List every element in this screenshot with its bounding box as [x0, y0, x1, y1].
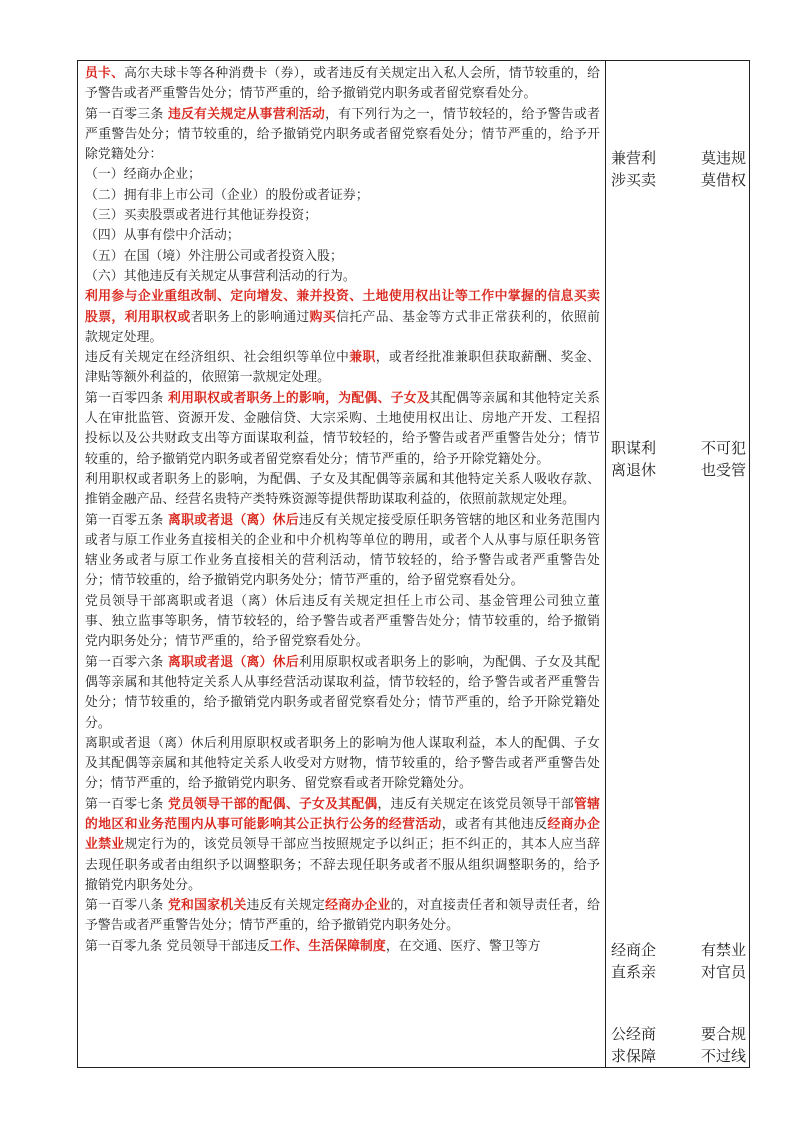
summary-phrase: 有禁业 [700, 941, 746, 959]
body-text: ，违反有关规定在该党员领导干部 [377, 796, 574, 812]
summary-phrase: 涉买卖 [611, 171, 657, 189]
body-text: ，有下列行为之一，情节较轻的，给予警告或者严重警告处分；情节较重的，给予撤销党内职务或者留党察看处分；情节严重的，给予开除党籍处分： [85, 106, 600, 163]
body-text: （四）从事有偿中介活动； [85, 228, 240, 244]
body-text: （六）其他违反有关规定从事营利活动的行为。 [85, 268, 356, 284]
summary-phrase: 直系亲 [611, 963, 657, 981]
regulation-paragraph [85, 226, 600, 246]
summary-phrase: 莫违规 [700, 149, 746, 167]
summary-line [607, 169, 749, 191]
regulation-paragraph [85, 734, 600, 795]
highlighted-text: 兼职 [349, 350, 376, 366]
highlighted-text: 党员领导干部的配偶、子女及其配偶 [167, 796, 378, 812]
summary-line [607, 147, 749, 169]
body-text: 违反有关规定接受原任职务管辖的地区和业务范围内或者与原工作业务直接相关的企业和中介机构等单位的聘用，或者个人从事与原任职务管辖业务或者与原工作业务直接相关的营利活动，情节较轻的，给予警告或者严重警告处分；情节较重的，给予撤销党内职务处分；情节严重的，给予留党察看处分。 [85, 512, 600, 589]
summary-line [607, 1045, 749, 1067]
regulation-paragraph [85, 165, 600, 185]
body-text: （二）拥有非上市公司（企业）的股份或者证券； [85, 187, 369, 203]
regulation-paragraph [85, 206, 600, 226]
highlighted-text: 离职或者退（离）休后 [167, 512, 299, 528]
body-text: 信托产品、基金等方式非正常获利的，依照前款规定处理。 [85, 309, 600, 345]
body-text: 其配偶等亲属和其他特定关系人在审批监管、资源开发、金融信贷、大宗采购、土地使用权出让、房地产开发、工程招投标以及公共财政支出等方面谋取利益，情节较轻的，给予警告或者严重警告处分；情节较重的，给予撤销党内职务或者留党察看处分；情节严重的，给予开除党籍处分。 [85, 390, 600, 467]
regulation-paragraph [85, 653, 600, 734]
summary-line [607, 437, 749, 459]
summary-phrase: 经商企 [611, 941, 657, 959]
body-text: （三）买卖股票或者进行其他证券投资； [85, 208, 318, 224]
body-text: 第一百零三条 [85, 106, 168, 122]
regulation-table [77, 60, 750, 1068]
regulation-paragraph [85, 267, 600, 287]
body-text: 离职或者退（离）休后利用原职权或者职务上的影响为他人谋取利益，本人的配偶、子女及其配偶等亲属和其他特定关系人收受对方财物，情节较重的，给予警告或者严重警告处分；情节严重的，给予撤销党内职务、留党察看或者开除党籍处分。 [85, 735, 600, 792]
body-text: 党员领导干部离职或者退（离）休后违反有关规定担任上市公司、基金管理公司独立董事、独立监事等职务，情节较轻的，给予警告或者严重警告处分；情节较重的，给予撤销党内职务处分；情节严重的，给予留党察看处分。 [85, 593, 600, 650]
body-text: ，或者经批准兼职但获取薪酬、奖金、津贴等额外利益的，依照第一款规定处理。 [85, 350, 601, 386]
summary-phrase: 对官员 [700, 963, 746, 981]
body-text: 高尔夫球卡等各种消费卡（券），或者违反有关规定出入私人会所，情节较重的，给予警告或者严重警告处分；情节严重的，给予撤销党内职务或者留党察看处分。 [85, 66, 600, 102]
body-text: 第一百零八条 [85, 898, 168, 914]
regulation-paragraph [85, 592, 600, 653]
body-text: 第一百零七条 [85, 796, 168, 812]
body-text: 的，对直接责任者和领导责任者，给予警告或者严重警告处分；情节严重的，给予撤销党内职务处分。 [85, 898, 600, 934]
regulation-paragraph [85, 247, 600, 267]
regulation-paragraph [85, 287, 600, 348]
column-divider [605, 61, 606, 1067]
regulation-paragraph [85, 937, 600, 957]
body-text: 第一百零四条 [85, 390, 168, 406]
body-text: 者职务上的影响通过 [190, 309, 310, 325]
summary-phrase: 莫借权 [700, 171, 746, 189]
regulation-paragraph [85, 348, 600, 389]
body-text: 违反有关规定在经济组织、社会组织等单位中 [85, 350, 350, 366]
summary-phrase: 兼营利 [611, 149, 657, 167]
body-text: 利用职权或者职务上的影响，为配偶、子女及其配偶等亲属和其他特定关系人吸收存款、推销金融产品、经营名贵特产类特殊资源等提供帮助谋取利益的，依照前款规定处理。 [85, 471, 600, 508]
highlighted-text: 利用职权或者职务上的影响，为配偶、子女及 [167, 390, 430, 406]
highlighted-text: 购买 [309, 309, 337, 325]
body-text: 第一百零六条 [85, 654, 168, 670]
body-text: 第一百零九条 党员领导干部违反 [85, 938, 270, 954]
highlighted-text: 工作、生活保障制度 [269, 938, 386, 954]
summary-phrase: 要合规 [700, 1025, 746, 1043]
regulation-paragraph [85, 470, 600, 511]
summary-line [607, 459, 749, 481]
summary-line [607, 961, 749, 983]
summary-phrase: 不过线 [700, 1047, 746, 1065]
regulation-paragraph [85, 511, 600, 592]
body-text: 第一百零五条 [85, 512, 168, 528]
highlighted-text: 管辖的地区和业务范围内从事可能影响其公正执行公务的经营活动 [85, 796, 600, 832]
highlighted-text: 经商办企业 [325, 898, 391, 914]
regulation-paragraph [85, 896, 600, 937]
summary-phrase: 也受管 [700, 461, 746, 479]
regulation-text-column [85, 64, 600, 957]
summary-block [607, 437, 749, 481]
highlighted-text: 利用参与企业重组改制、定向增发、兼并投资、土地使用权出让等工作中掌握的信息买卖股票，利用职权或 [85, 289, 600, 325]
summary-phrase: 不可犯 [700, 439, 746, 457]
highlighted-text: 违反有关规定从事营利活动 [167, 106, 326, 122]
summary-line [607, 939, 749, 961]
highlighted-text: 离职或者退（离）休后 [167, 654, 299, 670]
summary-block [607, 147, 749, 191]
summary-phrase: 职谋利 [611, 439, 657, 457]
regulation-paragraph [85, 105, 600, 166]
body-text: 违反有关规定 [246, 898, 326, 914]
summary-phrase: 离退休 [611, 461, 657, 479]
body-text: ，或者有其他违反 [441, 816, 548, 832]
regulation-paragraph [85, 64, 600, 105]
body-text: （一）经商办企业； [85, 167, 202, 183]
regulation-paragraph [85, 795, 600, 896]
highlighted-text: 党和国家机关 [167, 898, 247, 914]
body-text: ，在交通、医疗、警卫等方 [385, 938, 541, 954]
summary-block [607, 1023, 749, 1067]
highlighted-text: 员卡、 [85, 66, 125, 81]
body-text: 利用原职权或者职务上的影响，为配偶、子女及其配偶等亲属和其他特定关系人从事经营活动谋取利益，情节较轻的，给予警告或者严重警告处分；情节较重的，给予撤销党内职务或者留党察看处分；情节严重的，给予开除党籍处分。 [85, 654, 600, 731]
body-text: 规定行为的，该党员领导干部应当按照规定予以纠正；拒不纠正的，其本人应当辞去现任职务或者由组织予以调整职务；不辞去现任职务或者不服从组织调整职务的，给予撤销党内职务处分。 [85, 837, 600, 893]
summary-block [607, 939, 749, 983]
summary-phrase: 求保障 [611, 1047, 657, 1065]
highlighted-text: 经商办企业禁业 [85, 816, 600, 853]
body-text: （五）在国（境）外注册公司或者投资入股； [85, 248, 343, 264]
regulation-paragraph [85, 389, 600, 470]
regulation-paragraph [85, 186, 600, 206]
summary-line [607, 1023, 749, 1045]
summary-phrase: 公经商 [611, 1025, 657, 1043]
